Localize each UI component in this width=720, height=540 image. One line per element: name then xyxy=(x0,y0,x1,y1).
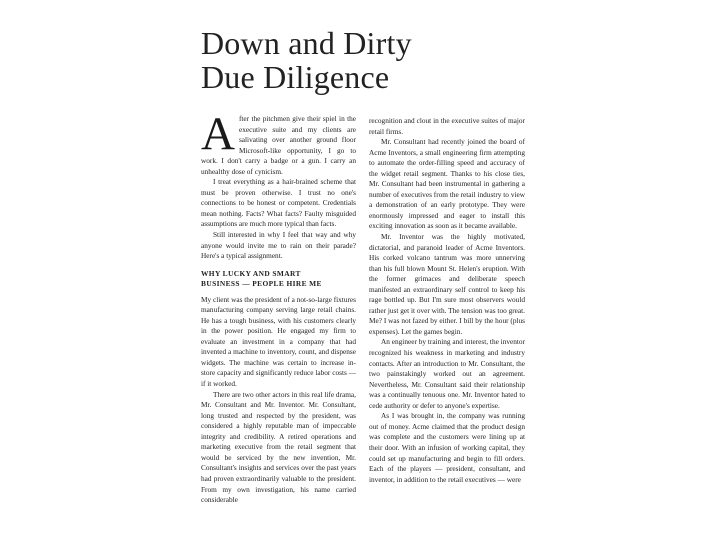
paragraph-2: I treat everything as a hair-brained scheme that must be proven otherwise. I trust no one's connections to be honest or competent. Credentials mean nothing. Facts? What facts? Faulty misguided assumptions are much more typical than facts. xyxy=(201,177,356,229)
paragraph-6: recognition and clout in the executive suites of major retail firms. xyxy=(369,116,525,136)
subheading-line-1: WHY LUCKY AND SMART xyxy=(201,268,301,278)
paragraph-8: Mr. Inventor was the highly motivated, dictatorial, and paranoid leader of Acme Inventors. His corked volcano tantrum was more unnerving than his full blown Mount St. Helen's eruption. With the former grimaces and deliberate speech manifested an extraordinary self control to keep his rage bottled up. But I'm sure most observers would rather just get it over with. The tension was too great. Me? I was not fazed by either. I bill by the hour (plus expenses). Let the games begin. xyxy=(369,232,525,336)
paragraph-7: Mr. Consultant had recently joined the board of Acme Inventors, a small engineering firm attempting to automate the order-filling speed and accuracy of the widget retail segment. Thanks to his close ties, Mr. Consultant had been instrumental in gathering a number of executives from the retail industry to view a demonstration of an early prototype. They were enormously impressed and eager to install this exciting innovation as soon as it became available. xyxy=(369,137,525,231)
left-column xyxy=(201,108,356,506)
subheading xyxy=(201,269,356,289)
lead-paragraph xyxy=(201,108,356,177)
drop-cap: A xyxy=(201,108,235,160)
paragraph-9: An engineer by training and interest, the inventor recognized his weakness in marketing and industry contacts. After an introduction to Mr. Consultant, the two painstakingly worked out an agreement. Nevertheless, Mr. Consultant said their relationship was a continually tenuous one. Mr. Inventor hated to cede authority or defer to anyone's expertise. xyxy=(369,337,525,410)
paragraph-10: As I was brought in, the company was running out of money. Acme claimed that the product design was complete and the customers were lining up at their door. With an infusion of working capital, they could set up manufacturing and begin to fill orders. Each of the players — president, consultant, and inventor, in addition to the retail executives — were xyxy=(369,411,525,484)
article-title xyxy=(201,26,412,94)
lead-text: fter the pitchmen give their spiel in the executive suite and my clients are salivating over another ground floor Microsoft-like opportunity, I go to work. I don't carry a badge or a gun. I carry an unhealthy dose of cynicism. xyxy=(201,114,356,176)
paragraph-5: There are two other actors in this real life drama, Mr. Consultant and Mr. Inventor. Mr. Consultant, long trusted and respected by the president, was considered a highly reputable man of impeccable integrity and credibility. A retired operations and marketing executive from the retail segment that would be serviced by the new invention, Mr. Consultant's insights and services over the past years had proven extraordinarily valuable to the president. From my own investigation, his name carried considerable xyxy=(201,389,356,505)
right-column xyxy=(369,116,525,485)
title-line-2: Due Diligence xyxy=(201,59,390,95)
paragraph-4: My client was the president of a not-so-large fixtures manufacturing company serving large retail chains. He has a tough business, with his customers clearly in the power position. He engaged my firm to evaluate an investment in a company that had invented a machine to inventory, count, and dispense widgets. The machine was certain to increase in-store capacity and significantly reduce labor costs — if it worked. xyxy=(201,294,356,389)
paragraph-3: Still interested in why I feel that way and why anyone would invite me to rain on their parade? Here's a typical assignment. xyxy=(201,230,356,261)
subheading-line-2: BUSINESS — PEOPLE HIRE ME xyxy=(201,278,322,288)
title-line-1: Down and Dirty xyxy=(201,25,412,61)
